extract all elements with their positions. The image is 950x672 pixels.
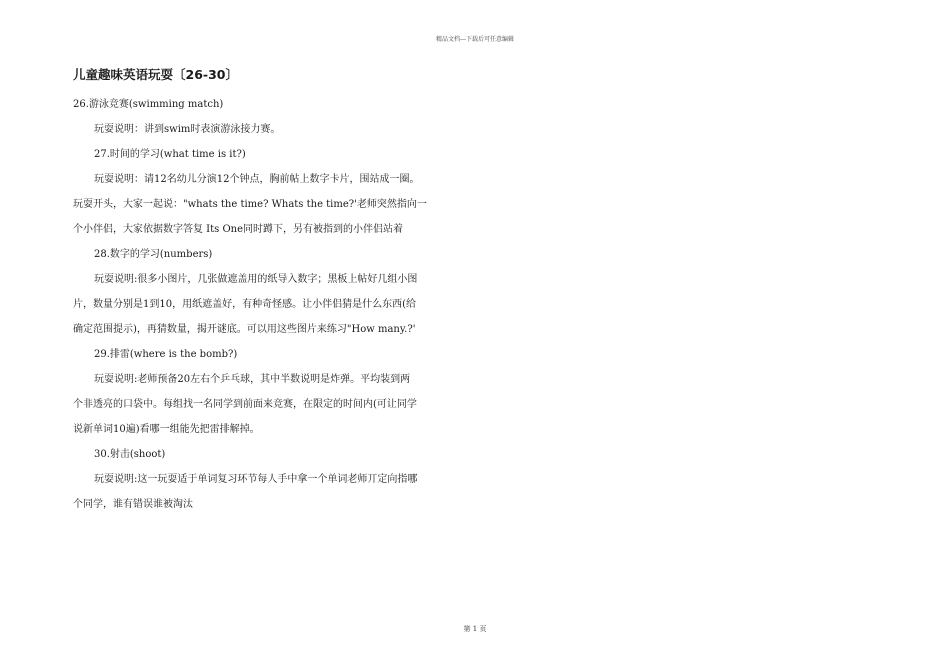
text-line: 片，数量分别是1到10，用纸遮盖好，有种奇怪感。让小伴侣猜是什么东西(给 — [73, 299, 416, 310]
text-line: 个同学，谁有错误谁被淘汰 — [73, 499, 193, 510]
document-lines — [73, 92, 473, 517]
text-line: 27.时间的学习(what time is it?) — [94, 149, 246, 160]
text-line: 确定范围提示)，再猜数量，揭开谜底。可以用这些图片来练习"How many.?' — [73, 324, 416, 335]
document-title: 儿童趣味英语玩耍〔26-30〕 — [73, 67, 238, 82]
text-line: 28.数字的学习(numbers) — [94, 249, 213, 260]
text-line: 玩耍说明:很多小图片，几张做遮盖用的纸导入数字；黑板上帖好几组小图 — [94, 274, 418, 285]
text-line: 玩耍开头，大家一起说："whats the time? Whats the time?'老师突然指向一 — [73, 199, 427, 210]
text-line: 个非透亮的口袋中。每组找一名同学到前面来竞赛，在限定的时间内(可让同学 — [73, 399, 417, 410]
text-line: 30.射击(shoot) — [94, 449, 166, 460]
text-line: 玩耍说明：请12名幼儿分演12个钟点，胸前帖上数字卡片，围站成一圈。 — [94, 174, 420, 185]
text-line: 玩耍说明：讲到swim时表演游泳接力赛。 — [94, 124, 281, 135]
document-body — [73, 66, 473, 517]
page-number: 第 1 页 — [463, 625, 487, 633]
text-line: 26.游泳竞赛(swimming match) — [73, 99, 224, 110]
text-line: 说新单词10遍)看哪一组能先把雷排解掉。 — [73, 424, 260, 435]
text-line: 玩耍说明:老师预备20左右个乒乓球，其中半数说明是炸弹。平均装到两 — [94, 374, 411, 385]
page-header-note: 精品文档---下载后可任意编辑 — [435, 36, 515, 43]
text-line: 个小伴侣，大家依据数字答复 Its One同时蹲下，另有被指到的小伴侣站着 — [73, 224, 404, 235]
text-line: 29.排雷(where is the bomb?) — [94, 349, 238, 360]
text-line: 玩耍说明:这一玩耍适于单词复习环节每人手中拿一个单词老师丌定向指哪 — [94, 474, 418, 485]
